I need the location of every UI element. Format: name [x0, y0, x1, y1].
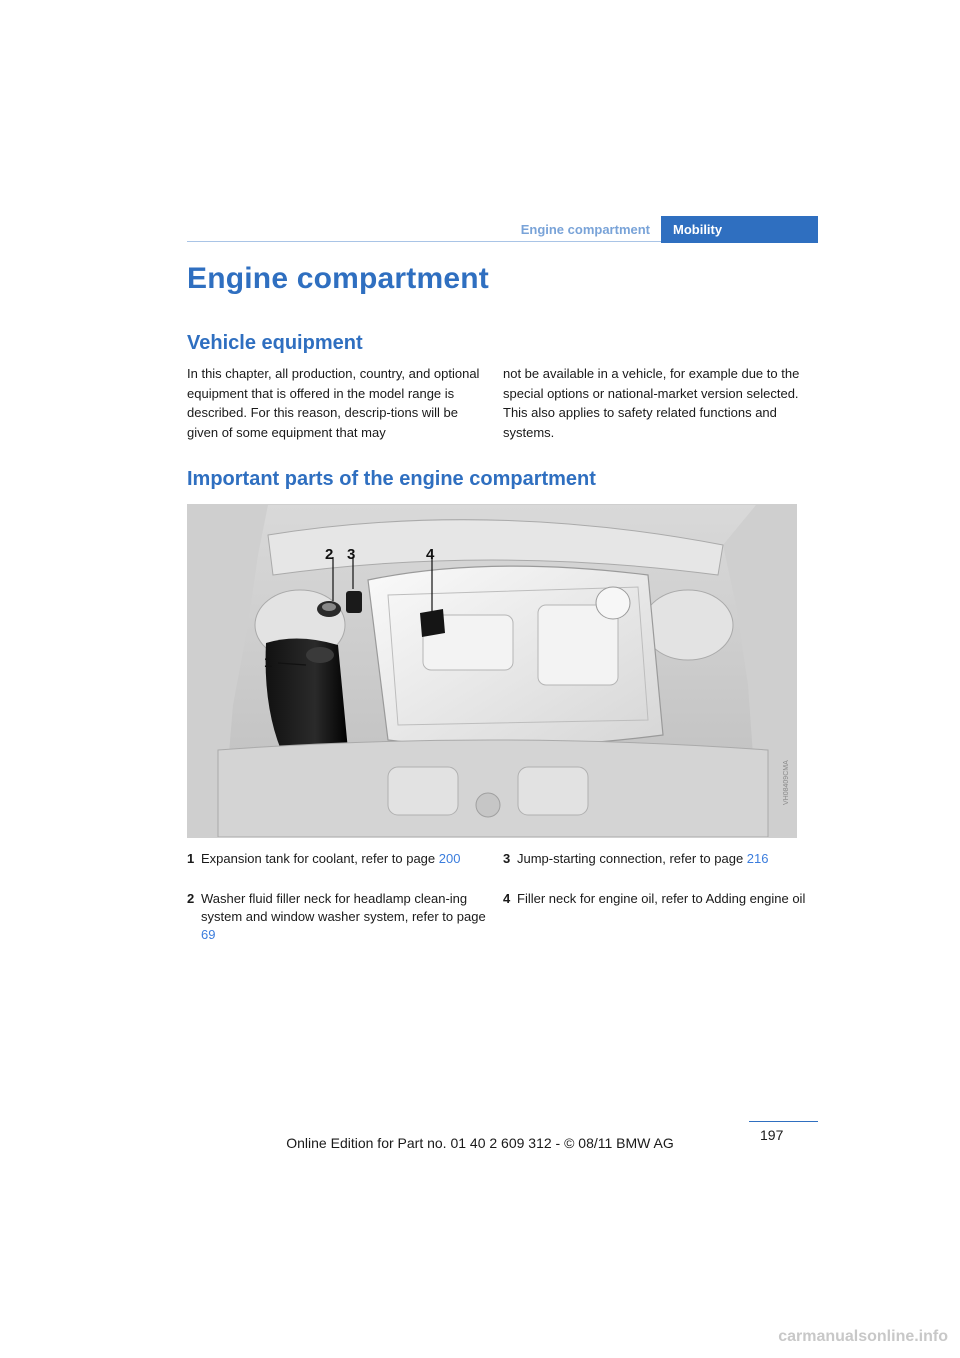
- page-link-69[interactable]: 69: [201, 927, 216, 942]
- legend-text: Expansion tank for coolant, refer to page: [201, 851, 439, 866]
- footer-rule: [749, 1121, 818, 1122]
- footer-edition: Online Edition for Part no. 01 40 2 609 312 - © 08/11 BMW AG: [286, 1135, 674, 1151]
- page-number: 197: [760, 1127, 784, 1143]
- legend-text: Washer fluid filler neck for headlamp clean-ing system and window washer system, refer to page: [201, 891, 486, 924]
- page-link-200[interactable]: 200: [438, 851, 461, 866]
- legend-text: Filler neck for engine oil, refer to Adding engine oil: [517, 891, 806, 906]
- section-heading-important-parts: Important parts of the engine compartment: [187, 468, 596, 490]
- legend-number: 1: [187, 851, 195, 866]
- figure-callout-2: 2: [325, 546, 334, 563]
- watermark: carmanualsonline.info: [778, 1328, 948, 1345]
- vehicle-equipment-text-left: In this chapter, all production, country, and optional equipment that is offered in the model range is described. For this reason, descrip-tions will be given of some equipment that may: [187, 366, 480, 440]
- legend-number: 2: [187, 891, 195, 906]
- section-heading-vehicle-equipment: Vehicle equipment: [187, 332, 363, 354]
- figure-callout-4: 4: [426, 546, 435, 563]
- page-title: Engine compartment: [187, 262, 489, 295]
- legend-number: 3: [503, 851, 511, 866]
- page-link-216[interactable]: 216: [746, 851, 769, 866]
- header-chapter-tab: Mobility: [661, 216, 818, 243]
- engine-compartment-illustration: [188, 505, 796, 837]
- figure-callout-3: 3: [347, 546, 356, 563]
- figure-code: VH08409CMA: [783, 760, 790, 805]
- figure-callout-1: 1: [264, 654, 273, 671]
- legend-number: 4: [503, 891, 511, 906]
- header-section-title: Engine compartment: [520, 222, 650, 237]
- vehicle-equipment-text-right: not be available in a vehicle, for example due to the special options or national-market version selected. This also applies to safety related functions and systems.: [503, 366, 800, 440]
- engine-compartment-figure: [187, 504, 797, 838]
- legend-text: Jump-starting connection, refer to page: [517, 851, 747, 866]
